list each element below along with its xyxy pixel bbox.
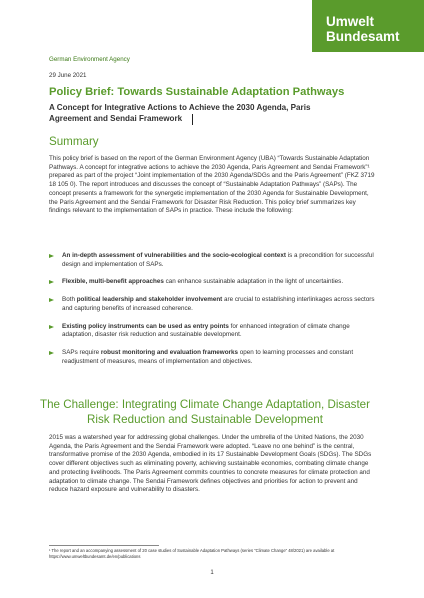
logo-line-2: Bundesamt (326, 29, 400, 44)
arrow-bullet-icon (49, 298, 54, 302)
challenge-heading: The Challenge: Integrating Climate Change Adaptation, Disaster Risk Reduction and Sustainable Development (40, 398, 370, 426)
arrow-bullet-icon (49, 254, 54, 258)
list-item (49, 349, 377, 366)
bullet-text: open to learning processes and constant readjustment of measures, means of implementation and objectives. (62, 348, 354, 365)
bullet-text: are crucial to establishing interlinkages across sectors and capturing benefits of increased coherence. (62, 296, 375, 312)
arrow-bullet-icon (49, 351, 54, 355)
bullet-text: for enhanced integration of climate change adaptation, disaster risk reduction and sustainable development. (62, 322, 350, 339)
bullet-bold-text: Flexible, multi-benefit approaches (62, 278, 164, 286)
list-item (49, 278, 377, 287)
text-cursor (192, 114, 193, 125)
summary-paragraph: This policy brief is based on the report of the German Environment Agency (UBA) “Towards Sustainable Adaptation Pathways. A concept for integrative actions to achieve the 2030 Agenda, Paris Agreement and Sendai Framework”¹ prepared as part of the project “Joint implementation of the 2030 Agenda/SDGs and the Paris Agreement” (FKZ 3719 18 105 0). The report introduces and discusses the concept of “Sustainable Adaptation Pathways” (SAPs). The concept presents a framework for the synergetic implementation of the 2030 Agenda for Sustainable Development, the Paris Agreement and the Sendai Framework for Disaster Risk Reduction. This policy brief summarizes key findings relevant to the implementation of SAPs in practice. These include the following: (49, 155, 375, 215)
list-item (49, 323, 377, 340)
bullet-bold-text: robust monitoring and evaluation frameworks (100, 348, 239, 356)
document-title: Policy Brief: Towards Sustainable Adaptation Pathways (49, 86, 345, 98)
bullet-bold-text: political leadership and stakeholder involvement (76, 296, 223, 304)
summary-heading: Summary (49, 135, 99, 148)
arrow-bullet-icon (49, 325, 54, 329)
bullet-text: Both (62, 296, 77, 304)
arrow-bullet-icon (49, 280, 54, 284)
bullet-text: can enhance sustainable adaptation in the light of uncertainties. (163, 278, 344, 286)
list-item (49, 252, 377, 269)
key-findings-list (49, 252, 377, 375)
bullet-text: SAPs require (62, 348, 101, 356)
page-number: 1 (210, 570, 214, 576)
list-item (49, 296, 377, 313)
document-subtitle: A Concept for Integrative Actions to Achieve the 2030 Agenda, Paris Agreement and Sendai Framework (49, 103, 311, 123)
agency-name: German Environment Agency (49, 56, 130, 63)
challenge-paragraph: 2015 was a watershed year for addressing global challenges. Under the umbrella of the United Nations, the 2030 Agenda, the Paris Agreement and the Sendai Framework were adopted. “Leave no one behind” is the central, transformative promise of the 2030 Agenda, embodied in its 17 Sustainable Development Goals (SDGs). The SDGs cover different objectives such as eliminating poverty, achieving sustainable economies, combating climate change and protecting livelihoods. The Paris Agreement commits countries to concrete measures for climate protection and adaptation to climate change. The Sendai Framework defines objectives and priorities for action to prevent and reduce hazard exposure and vulnerability to disasters. (49, 434, 372, 494)
logo-line-1: Umwelt (326, 14, 375, 29)
footnote-divider (49, 545, 159, 546)
footnote: ¹ The report and an accompanying assessment of 20 case studies of Sustainable Adaptation Pathways (series “Climate Change” 48/2021) are available at https://www.umweltbundesamt.de/en/publications (49, 548, 335, 559)
bullet-text: is a precondition for successful design and implementation of SAPs. (62, 252, 374, 268)
publication-date: 29 June 2021 (49, 72, 87, 79)
bullet-bold-text: Existing policy instruments can be used as entry points (62, 322, 229, 330)
bullet-bold-text: An in-depth assessment of vulnerabilities and the socio-ecological context (62, 252, 286, 259)
uba-logo (312, 0, 424, 52)
